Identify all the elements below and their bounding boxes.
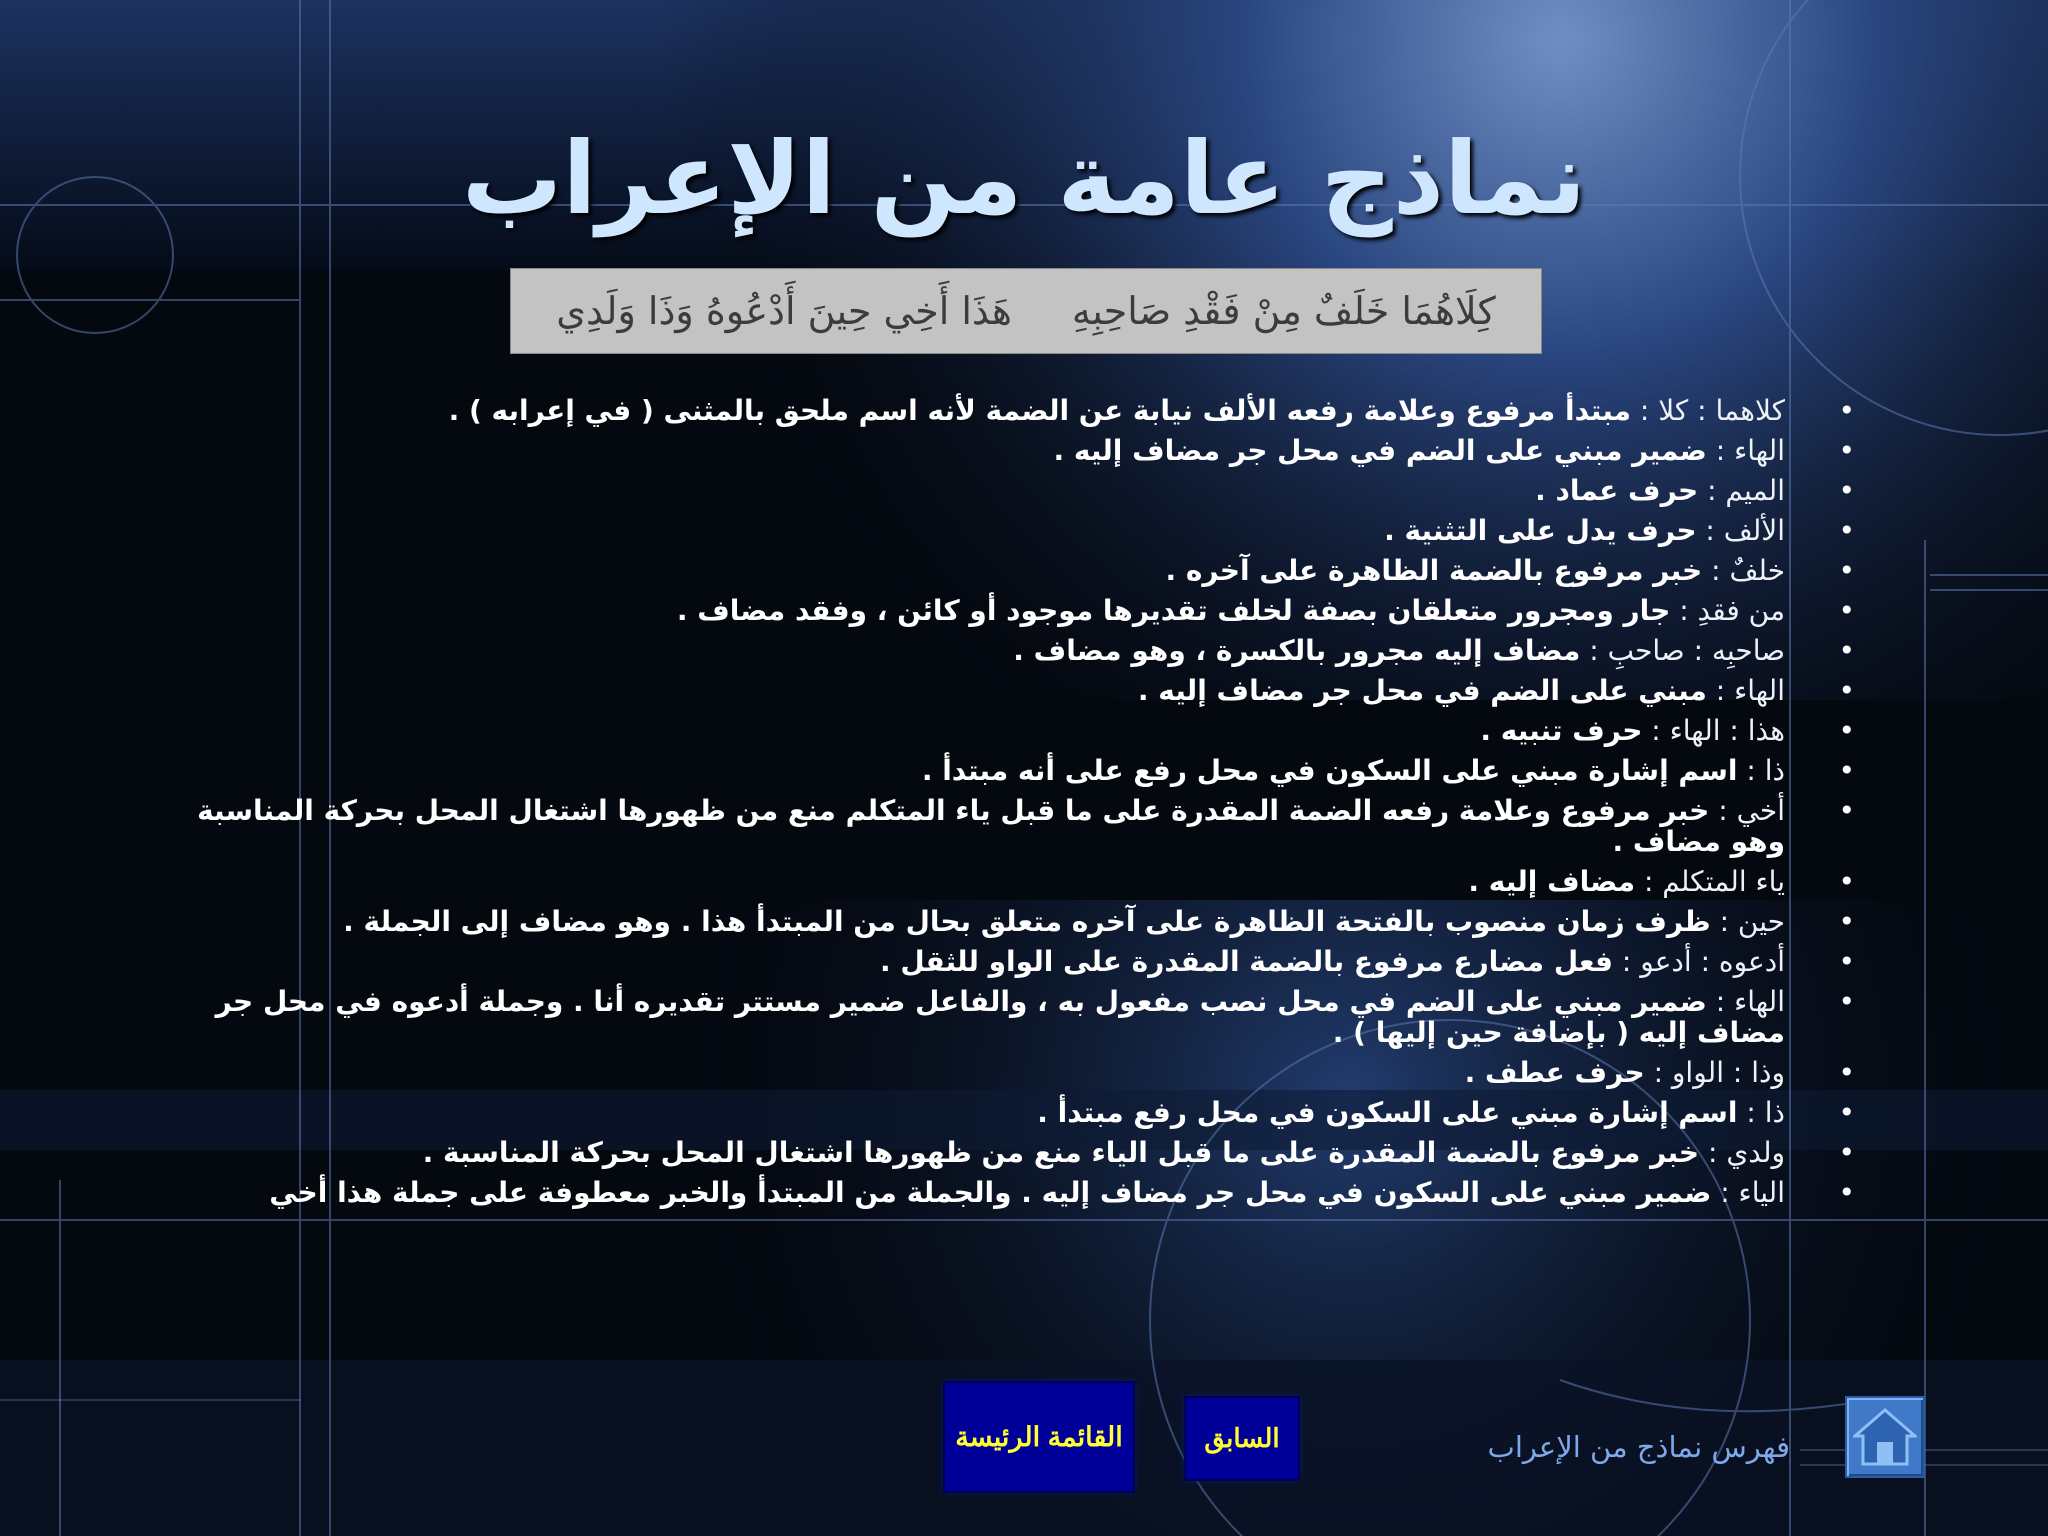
previous-button[interactable]: السابق bbox=[1184, 1396, 1300, 1481]
home-icon bbox=[1853, 1406, 1917, 1468]
item-term: هذا : الهاء : bbox=[1642, 714, 1785, 747]
list-item bbox=[140, 866, 1855, 897]
item-description: حرف عماد . bbox=[1535, 474, 1699, 507]
item-term: الألف : bbox=[1696, 514, 1785, 547]
list-item bbox=[140, 395, 1855, 426]
list-item bbox=[140, 906, 1855, 937]
list-item bbox=[140, 515, 1855, 546]
item-description: ضمير مبني على الضم في محل نصب مفعول به ، والفاعل ضمير مستتر تقديره أنا . وجملة أدعوه في محل جر مضاف إليه ( بإضافة حين إليها ) . bbox=[215, 985, 1785, 1049]
poetry-verse-image bbox=[510, 268, 1542, 354]
item-description: ضمير مبني على السكون في محل جر مضاف إليه . والجملة من المبتدأ والخبر معطوفة على جملة هذا أخي bbox=[269, 1176, 1712, 1209]
item-description: ظرف زمان منصوب بالفتحة الظاهرة على آخره متعلق بحال من المبتدأ هذا . وهو مضاف إلى الجملة . bbox=[343, 905, 1711, 938]
item-description: مبني على الضم في محل جر مضاف إليه . bbox=[1137, 674, 1707, 707]
list-item bbox=[140, 1057, 1855, 1088]
item-term: الهاء : bbox=[1706, 434, 1785, 467]
list-item bbox=[140, 1177, 1855, 1208]
item-description: مضاف إليه مجرور بالكسرة ، وهو مضاف . bbox=[1013, 634, 1581, 667]
item-description: ضمير مبني على الضم في محل جر مضاف إليه . bbox=[1053, 434, 1707, 467]
item-term: خلفٌ : bbox=[1702, 554, 1785, 587]
item-term: الهاء : bbox=[1706, 985, 1785, 1018]
item-term: كلاهما : كلا : bbox=[1630, 394, 1785, 427]
item-term: حين : bbox=[1710, 905, 1785, 938]
item-term: من فقدِ : bbox=[1670, 594, 1785, 627]
item-description: حرف تنبيه . bbox=[1480, 714, 1643, 747]
item-term: الياء : bbox=[1711, 1176, 1785, 1209]
item-term: أدعوه : أدعو : bbox=[1613, 945, 1785, 978]
item-description: خبر مرفوع بالضمة الظاهرة على آخره . bbox=[1165, 554, 1703, 587]
item-term: أخي : bbox=[1709, 794, 1785, 827]
list-item bbox=[140, 635, 1855, 666]
list-item bbox=[140, 1097, 1855, 1128]
item-description: مضاف إليه . bbox=[1468, 865, 1636, 898]
item-description: اسم إشارة مبني على السكون في محل رفع مبتدأ . bbox=[1037, 1096, 1738, 1129]
item-term: ولدي : bbox=[1699, 1136, 1785, 1169]
list-item bbox=[140, 475, 1855, 506]
slide-title: نماذج عامة من الإعراب bbox=[461, 120, 1587, 237]
home-button[interactable] bbox=[1845, 1396, 1925, 1478]
index-link[interactable]: فهرس نماذج من الإعراب bbox=[1487, 1430, 1790, 1464]
item-term: ذا : bbox=[1737, 754, 1785, 787]
list-item bbox=[140, 675, 1855, 706]
list-item bbox=[140, 595, 1855, 626]
main-menu-button[interactable]: القائمة الرئيسة bbox=[943, 1381, 1135, 1493]
item-description: اسم إشارة مبني على السكون في محل رفع على أنه مبتدأ . bbox=[921, 754, 1738, 787]
item-term: ياء المتكلم : bbox=[1635, 865, 1785, 898]
item-term: ذا : bbox=[1737, 1096, 1785, 1129]
item-term: وذا : الواو : bbox=[1644, 1056, 1785, 1089]
item-description: حرف يدل على التثنية . bbox=[1384, 514, 1697, 547]
verse-first-hemistich: كِلَاهُمَا خَلَفٌ مِنْ فَقْدِ صَاحِبِهِ bbox=[1071, 289, 1496, 333]
item-description: جار ومجرور متعلقان بصفة لخلف تقديرها موجود أو كائن ، وفقد مضاف . bbox=[676, 594, 1671, 627]
item-term: الميم : bbox=[1698, 474, 1785, 507]
item-term: الهاء : bbox=[1706, 674, 1785, 707]
list-item bbox=[140, 795, 1855, 857]
item-description: مبتدأ مرفوع وعلامة رفعه الألف نيابة عن الضمة لأنه اسم ملحق بالمثنى ( في إعرابه ) . bbox=[448, 394, 1631, 427]
item-description: حرف عطف . bbox=[1464, 1056, 1645, 1089]
verse-second-hemistich: هَذَا أَخِي حِينَ أَدْعُوهُ وَذَا وَلَدِي bbox=[556, 289, 1012, 333]
list-item bbox=[140, 755, 1855, 786]
list-item bbox=[140, 946, 1855, 977]
item-description: خبر مرفوع وعلامة رفعه الضمة المقدرة على ما قبل ياء المتكلم منع من ظهورها اشتغال المحل بحركة المناسبة وهو مضاف . bbox=[197, 794, 1785, 858]
parsing-list bbox=[140, 395, 1855, 1217]
list-item bbox=[140, 986, 1855, 1048]
item-term: صاحبِه : صاحبِ : bbox=[1580, 634, 1785, 667]
list-item bbox=[140, 435, 1855, 466]
list-item bbox=[140, 1137, 1855, 1168]
item-description: فعل مضارع مرفوع بالضمة المقدرة على الواو للثقل . bbox=[879, 945, 1614, 978]
list-item bbox=[140, 715, 1855, 746]
list-item bbox=[140, 555, 1855, 586]
item-description: خبر مرفوع بالضمة المقدرة على ما قبل الياء منع من ظهورها اشتغال المحل بحركة المناسبة . bbox=[422, 1136, 1700, 1169]
